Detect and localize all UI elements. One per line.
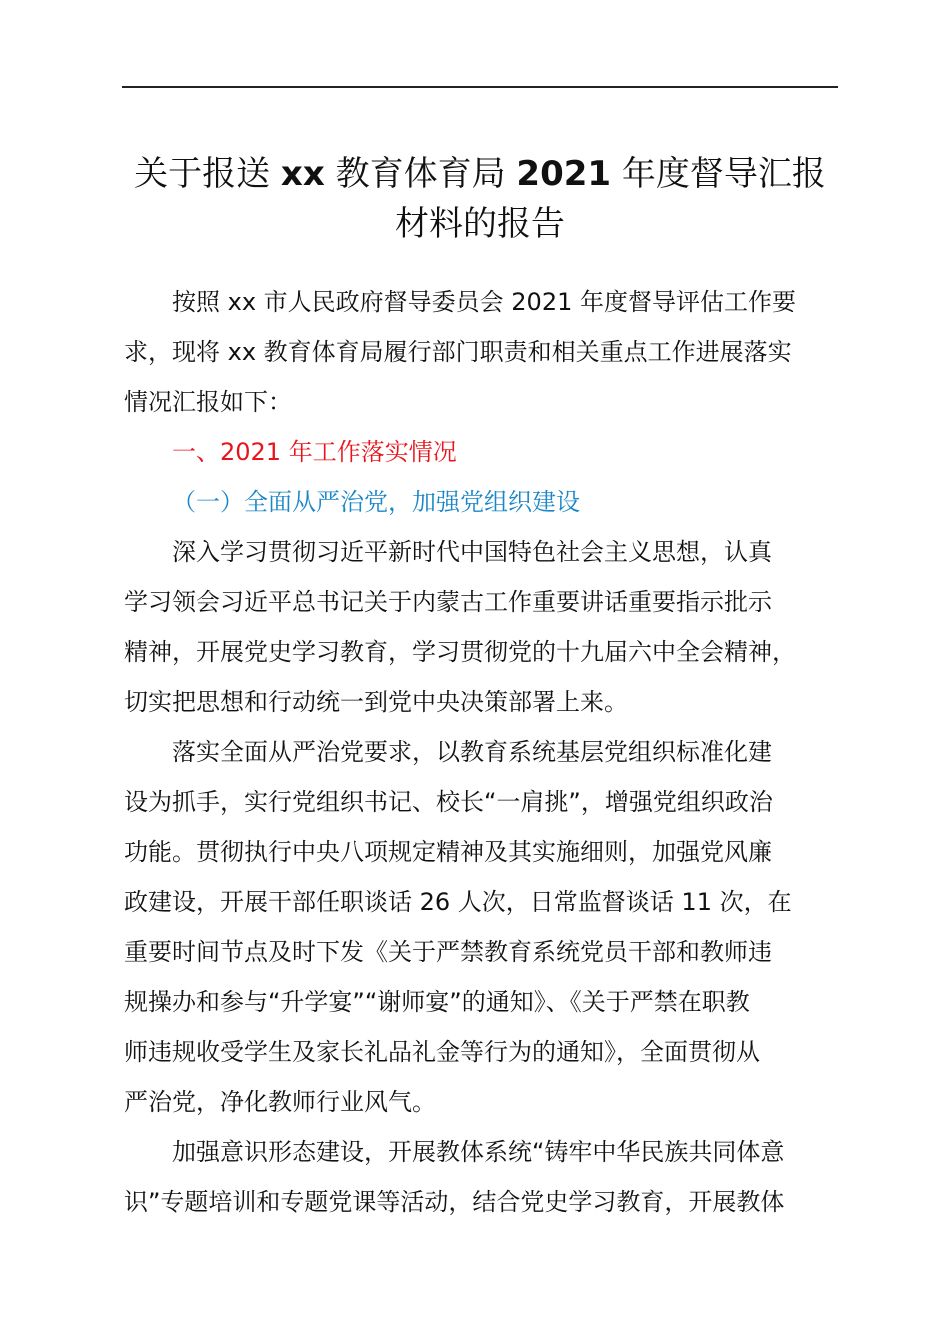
paragraph-1-line: 深入学习贯彻习近平新时代中国特色社会主义思想，认真: [172, 538, 772, 566]
intro-line: 求，现将 xx 教育体育局履行部门职责和相关重点工作进展落实: [124, 338, 792, 366]
paragraph-3-line: 加强意识形态建设，开展教体系统“铸牢中华民族共同体意: [172, 1138, 785, 1166]
document-title-line-2: 材料的报告: [395, 204, 565, 244]
paragraph-2-line: 落实全面从严治党要求，以教育系统基层党组织标准化建: [172, 738, 772, 766]
intro-line: 情况汇报如下：: [124, 388, 292, 416]
section-heading-1: 一、2021 年工作落实情况: [172, 438, 457, 466]
paragraph-1-line: 切实把思想和行动统一到党中央决策部署上来。: [124, 688, 628, 716]
document-title-line-1: [100, 152, 860, 196]
title-year: 2021: [516, 154, 612, 194]
paragraph-2-line: 设为抓手，实行党组织书记、校长“一肩挑”，增强党组织政治: [124, 788, 773, 816]
title-suffix: 年度督导汇报: [611, 154, 826, 194]
header-rule: [122, 86, 838, 88]
paragraph-2-line: 规操办和参与“升学宴”“谢师宴”的通知》、《关于严禁在职教: [124, 988, 750, 1016]
paragraph-2-line: 功能。贯彻执行中央八项规定精神及其实施细则，加强党风廉: [124, 838, 772, 866]
paragraph-2-line: 师违规收受学生及家长礼品礼金等行为的通知》，全面贯彻从: [124, 1038, 760, 1066]
title-city: xx: [280, 154, 325, 194]
paragraph-3-line: 识”专题培训和专题党课等活动，结合党史学习教育，开展教体: [124, 1188, 785, 1216]
title-prefix: 关于报送: [134, 154, 281, 194]
paragraph-2-line: 重要时间节点及时下发《关于严禁教育系统党员干部和教师违: [124, 938, 772, 966]
intro-line: 按照 xx 市人民政府督导委员会 2021 年度督导评估工作要: [172, 288, 796, 316]
section-heading-2: （一）全面从严治党，加强党组织建设: [172, 488, 580, 516]
title-org: 教育体育局: [324, 154, 517, 194]
paragraph-2-line: 政建设，开展干部任职谈话 26 人次，日常监督谈话 11 次，在: [124, 888, 792, 916]
paragraph-1-line: 学习领会习近平总书记关于内蒙古工作重要讲话重要指示批示: [124, 588, 772, 616]
paragraph-1-line: 精神，开展党史学习教育，学习贯彻党的十九届六中全会精神，: [124, 638, 796, 666]
paragraph-2-line: 严治党，净化教师行业风气。: [124, 1088, 436, 1116]
